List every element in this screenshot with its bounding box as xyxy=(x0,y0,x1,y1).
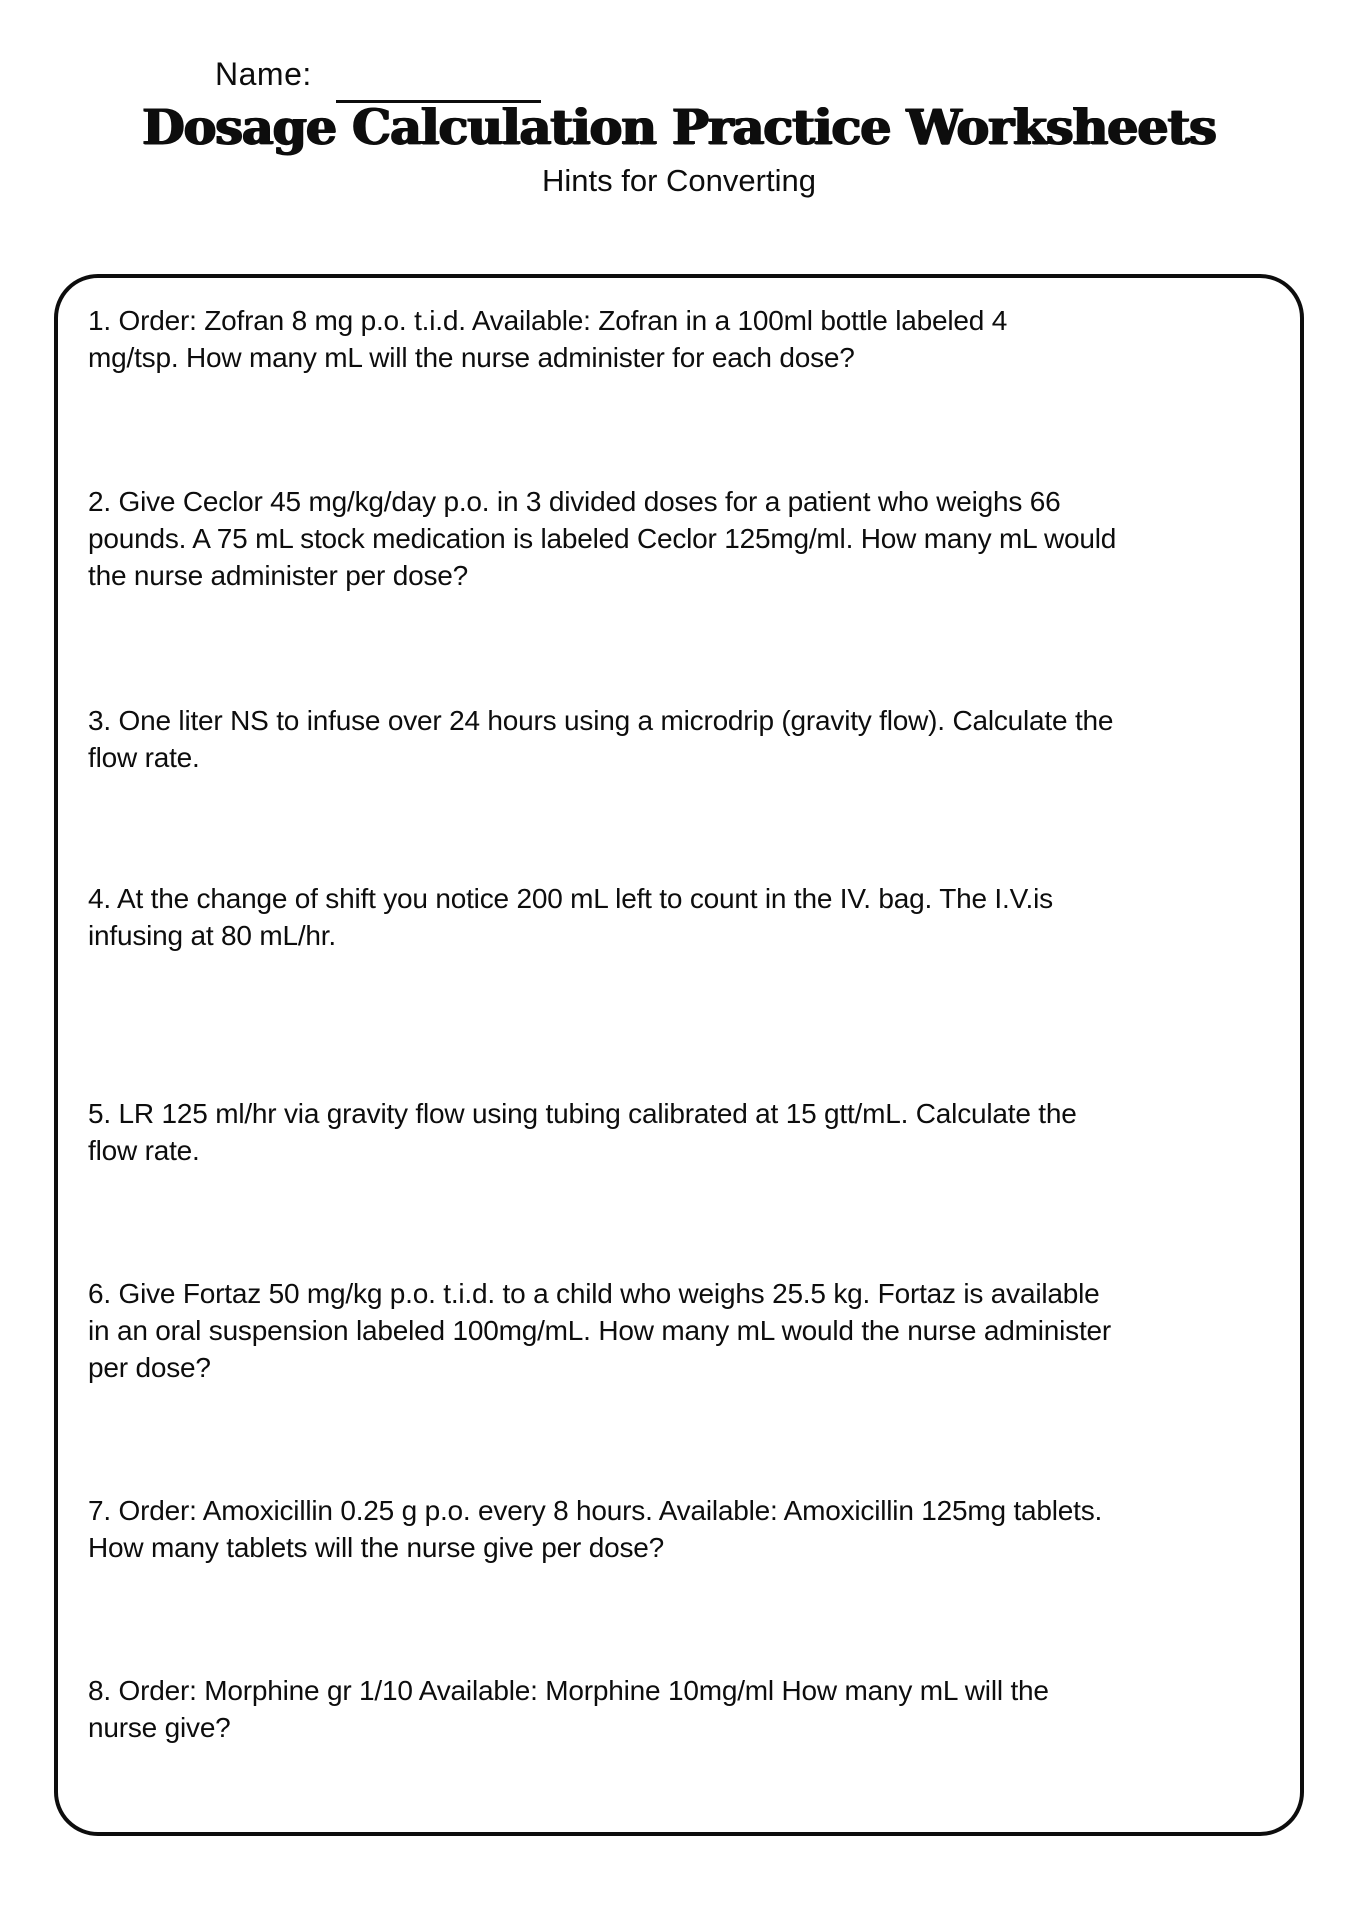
question-4-line-1: 4. At the change of shift you notice 200 mL left to count in the IV. bag. The I.V.is xyxy=(88,883,1053,914)
question-8-line-1: 8. Order: Morphine gr 1/10 Available: Morphine 10mg/ml How many mL will the xyxy=(88,1675,1049,1706)
question-5-line-2: flow rate. xyxy=(88,1135,200,1166)
question-1-line-2: mg/tsp. How many mL will the nurse administer for each dose? xyxy=(88,342,855,373)
question-8 xyxy=(88,1672,1049,1746)
page-subtitle: Hints for Converting xyxy=(542,163,816,198)
question-3 xyxy=(88,702,1113,776)
question-3-line-1: 3. One liter NS to infuse over 24 hours using a microdrip (gravity flow). Calculate the xyxy=(88,705,1114,736)
question-2 xyxy=(88,483,1116,594)
question-3-line-2: flow rate. xyxy=(88,742,200,773)
question-7 xyxy=(88,1492,1102,1566)
question-5-line-1: 5. LR 125 ml/hr via gravity flow using tubing calibrated at 15 gtt/mL. Calculate the xyxy=(88,1098,1077,1129)
name-field-row xyxy=(215,56,312,93)
question-4 xyxy=(88,880,1053,954)
question-6-line-3: per dose? xyxy=(88,1352,211,1383)
question-4-line-2: infusing at 80 mL/hr. xyxy=(88,920,336,951)
question-7-line-2: How many tablets will the nurse give per dose? xyxy=(88,1532,664,1563)
question-6-line-1: 6. Give Fortaz 50 mg/kg p.o. t.i.d. to a child who weighs 25.5 kg. Fortaz is available xyxy=(88,1278,1100,1309)
name-label: Name: xyxy=(215,56,312,92)
question-1 xyxy=(88,302,1007,376)
question-2-line-2: pounds. A 75 mL stock medication is labeled Ceclor 125mg/ml. How many mL would xyxy=(88,523,1117,554)
question-5 xyxy=(88,1095,1077,1169)
question-6 xyxy=(88,1275,1111,1386)
question-8-line-2: nurse give? xyxy=(88,1712,231,1743)
question-7-line-1: 7. Order: Amoxicillin 0.25 g p.o. every 8 hours. Available: Amoxicillin 125mg tablets. xyxy=(88,1495,1103,1526)
page-title: Dosage Calculation Practice Worksheets xyxy=(142,98,1216,156)
question-1-line-1: 1. Order: Zofran 8 mg p.o. t.i.d. Available: Zofran in a 100ml bottle labeled 4 xyxy=(88,305,1008,336)
question-6-line-2: in an oral suspension labeled 100mg/mL. How many mL would the nurse administer xyxy=(88,1315,1112,1346)
question-2-line-3: the nurse administer per dose? xyxy=(88,560,468,591)
question-2-line-1: 2. Give Ceclor 45 mg/kg/day p.o. in 3 divided doses for a patient who weighs 66 xyxy=(88,486,1061,517)
